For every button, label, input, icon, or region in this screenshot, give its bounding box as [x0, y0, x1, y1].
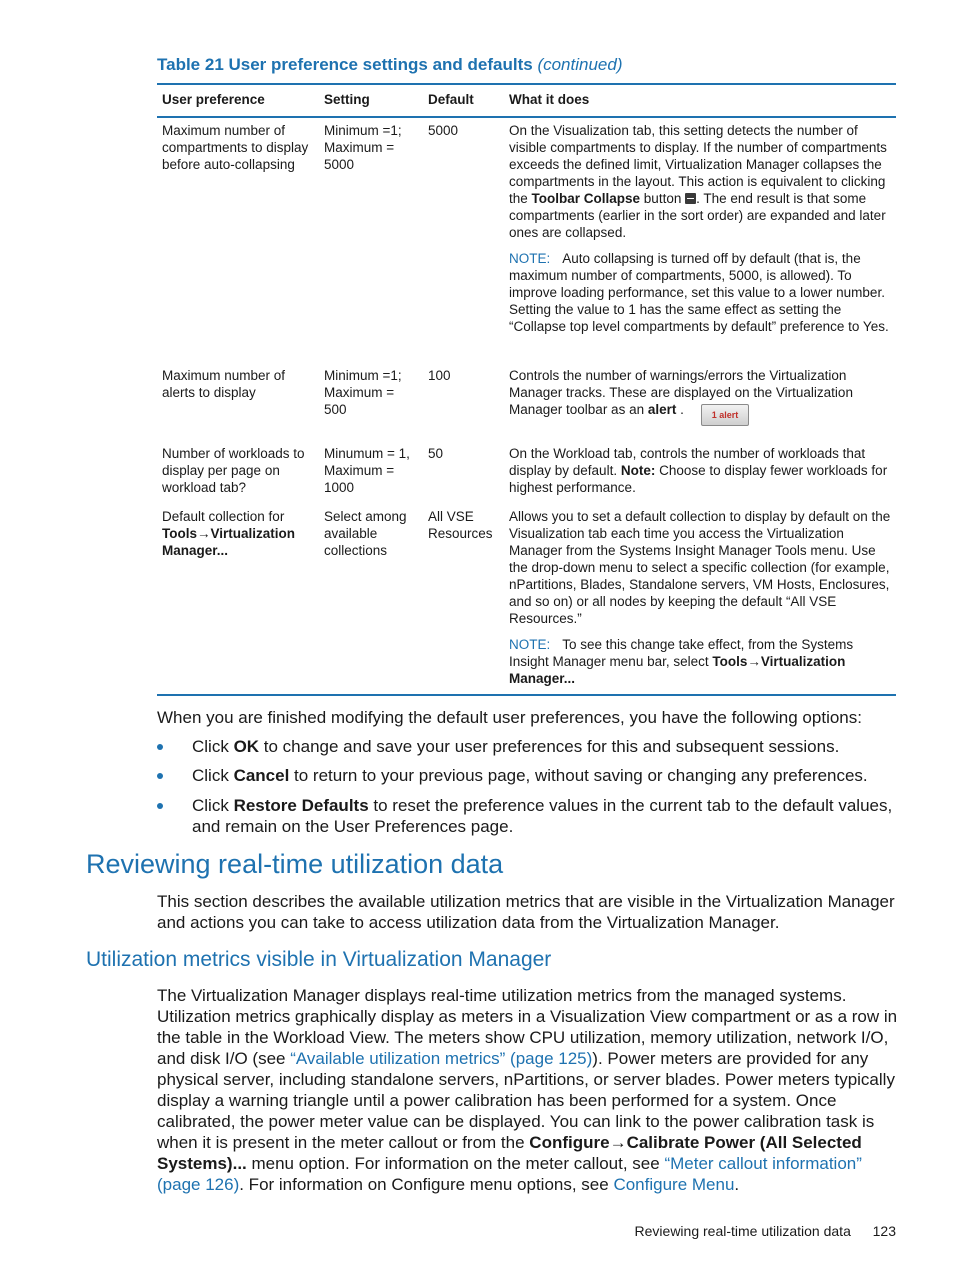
table-top-rule	[157, 83, 896, 85]
header-setting: Setting	[324, 92, 370, 107]
row1-preference: Maximum number of compartments to display before auto-collapsing	[162, 123, 309, 172]
bullet-dot	[157, 744, 163, 750]
row3-setting: Minumum = 1, Maximum = 1000	[324, 446, 410, 495]
option-restore-defaults: Click Restore Defaults to reset the preference values in the current tab to the default values, and remain on the User Preferences page.	[192, 796, 893, 836]
bullet-dot	[157, 773, 163, 779]
alert-button-image	[701, 404, 749, 427]
alert-button: 1 alert	[701, 404, 749, 426]
note-label: NOTE:	[509, 251, 551, 266]
header-user-preference: User preference	[162, 92, 265, 107]
row4-description: Allows you to set a default collection to display by default on the Visualization tab each time you access the Virtualization Manager from the Systems Insight Manager Tools menu. Use the drop-down menu to select a specific collection (for example, nPartitions, Blades, Standalone servers, VM Hosts, Enclosures, and so on) or all nodes by keeping the default “All VSE Resources.”	[509, 509, 891, 626]
option-cancel: Click Cancel to return to your previous page, without saving or changing any preferences.	[192, 766, 868, 785]
subsection-paragraph: The Virtualization Manager displays real-time utilization metrics from the managed systems. Utilization metrics graphically display as meters in a Visualization View compartment or as a row in the table in the Workload View. The meters show CPU utilization, memory utilization, network I/O, and disk I/O (see “Available utilization metrics” (page 125)). Power meters are provided for any physical server, including standalone servers, nPartitions, or server blades. Power meters typically display a warning triangle until a power calibration has been performed for a system. Once calibrated, the power meter value can be displayed. You can link to the power calibration task is when it is present in the meter callout or from the Configure→Calibrate Power (All Selected Systems)... menu option. For information on the meter callout, see “Meter callout information” (page 126). For information on Configure menu options, see Configure Menu.	[157, 986, 898, 1194]
row4-preference: Default collection for Tools→Virtualization Manager...	[162, 509, 296, 558]
row4-setting: Select among available collections	[324, 509, 407, 558]
header-what-it-does: What it does	[509, 92, 590, 107]
link-meter-callout-information[interactable]: “Meter callout information” (page 126)	[157, 1154, 862, 1194]
row2-default: 100	[428, 368, 451, 383]
page-number: 123	[872, 1223, 896, 1239]
row1-note: NOTE: Auto collapsing is turned off by default (that is, the maximum number of compartments, 5000, is allowed). To improve loading performance, set this value to a lower number. Setting the value to 1 has the same effect as setting the “Collapse top level compartments by default” preference to Yes.	[509, 251, 889, 334]
option-ok: Click OK to change and save your user preferences for this and subsequent sessions.	[192, 737, 840, 756]
row2-setting: Minimum =1; Maximum = 500	[324, 368, 402, 417]
row1-default: 5000	[428, 123, 459, 138]
row4-note: NOTE: To see this change take effect, from the Systems Insight Manager menu bar, select Tools→Virtualization Manager...	[509, 637, 854, 686]
link-available-utilization-metrics[interactable]: “Available utilization metrics” (page 125)	[290, 1049, 593, 1068]
note-label: NOTE:	[509, 637, 551, 652]
header-default: Default	[428, 92, 474, 107]
row2-preference: Maximum number of alerts to display	[162, 368, 286, 400]
table-title: Table 21 User preference settings and defaults (continued)	[157, 55, 623, 74]
row1-setting: Minimum =1; Maximum = 5000	[324, 123, 402, 172]
row3-default: 50	[428, 446, 444, 461]
toolbar-collapse-icon	[685, 193, 696, 204]
row3-description: On the Workload tab, controls the number of workloads that display by default. Note: Choose to display fewer workloads for highest performance.	[509, 446, 888, 495]
footer-section-title: Reviewing real-time utilization data	[634, 1223, 851, 1239]
row2-description: Controls the number of warnings/errors the Virtualization Manager tracks. These are displayed on the Virtualization Manager toolbar as an alert .	[509, 368, 853, 417]
table-bottom-rule	[157, 694, 896, 696]
link-configure-menu[interactable]: Configure Menu	[613, 1175, 735, 1194]
bullet-dot	[157, 803, 163, 809]
subsection-heading: Utilization metrics visible in Virtualization Manager	[86, 948, 552, 971]
section-heading: Reviewing real-time utilization data	[86, 849, 504, 879]
row4-default: All VSE Resources	[428, 509, 493, 541]
page-footer	[635, 1223, 896, 1239]
row1-description: On the Visualization tab, this setting detects the number of visible compartments to display. If the number of compartments exceeds the defined limit, Virtualization Manager collapses the compartments in the layout. This action is equivalent to clicking the Toolbar Collapse button . The end result is that some compartments (earlier in the sort order) are expanded and later ones are collapsed.	[509, 123, 887, 240]
options-intro: When you are finished modifying the default user preferences, you have the following options:	[157, 708, 862, 727]
section-paragraph: This section describes the available utilization metrics that are visible in the Virtualization Manager and actions you can take to access utilization data from the Virtualization Manager.	[157, 892, 895, 932]
table-title-suffix: (continued)	[537, 55, 623, 74]
table-header-rule	[157, 116, 896, 118]
row3-preference: Number of workloads to display per page on workload tab?	[162, 446, 305, 495]
